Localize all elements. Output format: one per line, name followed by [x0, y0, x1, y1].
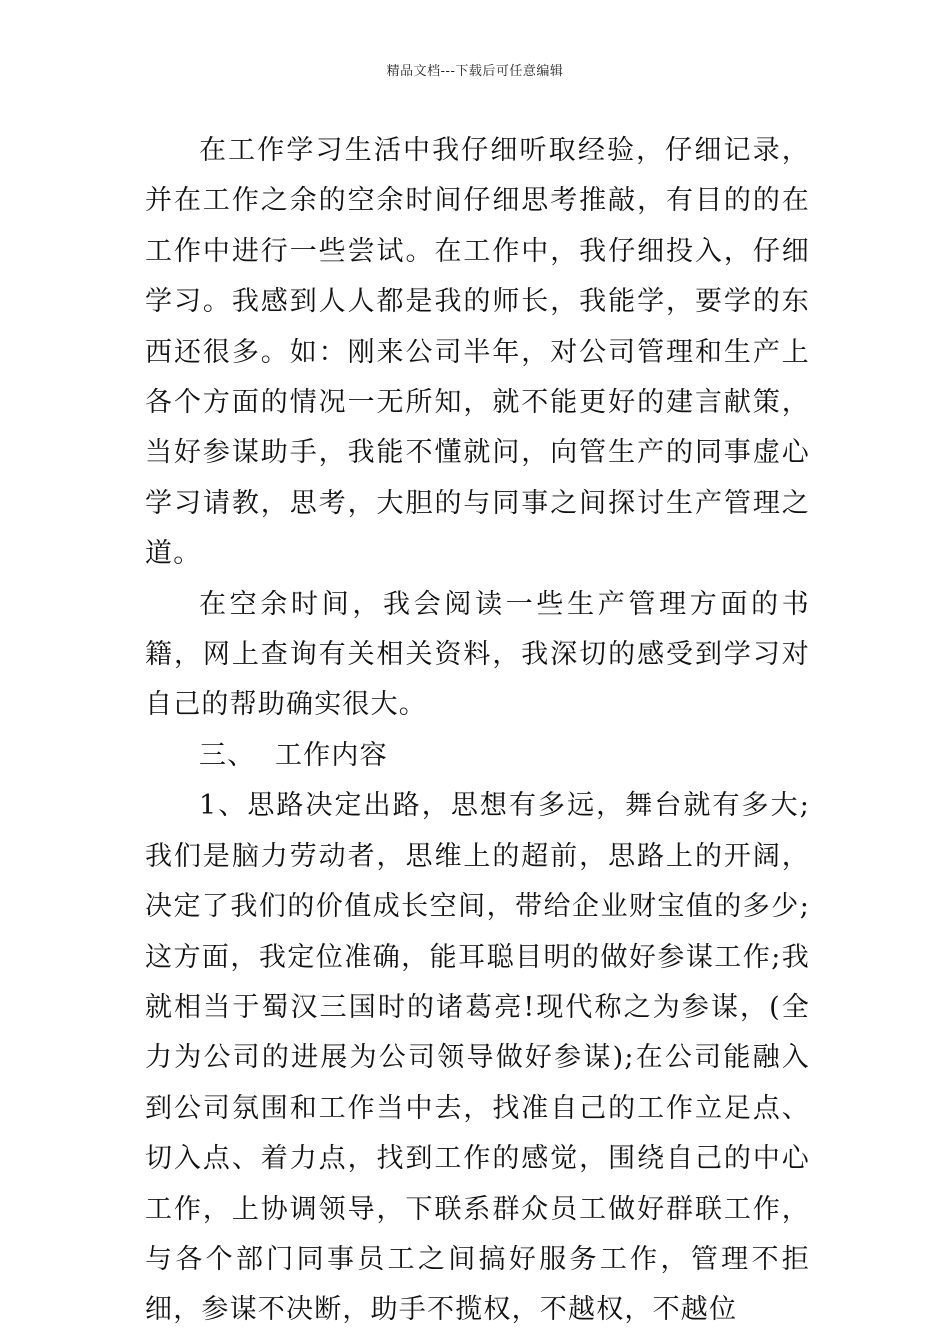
page-header: 精品文档---下载后可任意编辑 — [386, 64, 564, 79]
section-heading — [145, 731, 810, 781]
section-number: 三、 — [199, 739, 256, 771]
paragraph-learning: 在工作学习生活中我仔细听取经验，仔细记录，并在工作之余的空余时间仔细思考推敲，有目的的在工作中进行一些尝试。在工作中，我仔细投入，仔细学习。我感到人人都是我的师长，我能学，要学的东西还很多。如：刚来公司半年，对公司管理和生产上各个方面的情况一无所知，就不能更好的建言献策，当好参谋助手，我能不懂就问，向管生产的同事虚心学习请教，思考，大胆的与同事之间探讨生产管理之道。 — [145, 135, 810, 570]
section-title: 工作内容 — [274, 739, 388, 771]
document-body — [145, 126, 810, 1336]
paragraph-spare-time: 在空余时间，我会阅读一些生产管理方面的书籍，网上查询有关相关资料，我深切的感受到学习对自己的帮助确实很大。 — [145, 588, 810, 721]
paragraph-item-1: 1、思路决定出路，思想有多远，舞台就有多大;我们是脑力劳动者，思维上的超前，思路上的开阔，决定了我们的价值成长空间，带给企业财宝值的多少;这方面，我定位准确，能耳聪目明的做好参谋工作;我就相当于蜀汉三国时的诸葛亮!现代称之为参谋，(全力为公司的进展为公司领导做好参谋);在公司能融入到公司氛围和工作当中去，找准自己的工作立足点、切入点、着力点，找到工作的感觉，围绕自己的中心工作，上协调领导，下联系群众员工做好群联工作，与各个部门同事员工之间搞好服务工作，管理不拒细，参谋不决断，助手不揽权，不越权，不越位 — [145, 790, 810, 1326]
